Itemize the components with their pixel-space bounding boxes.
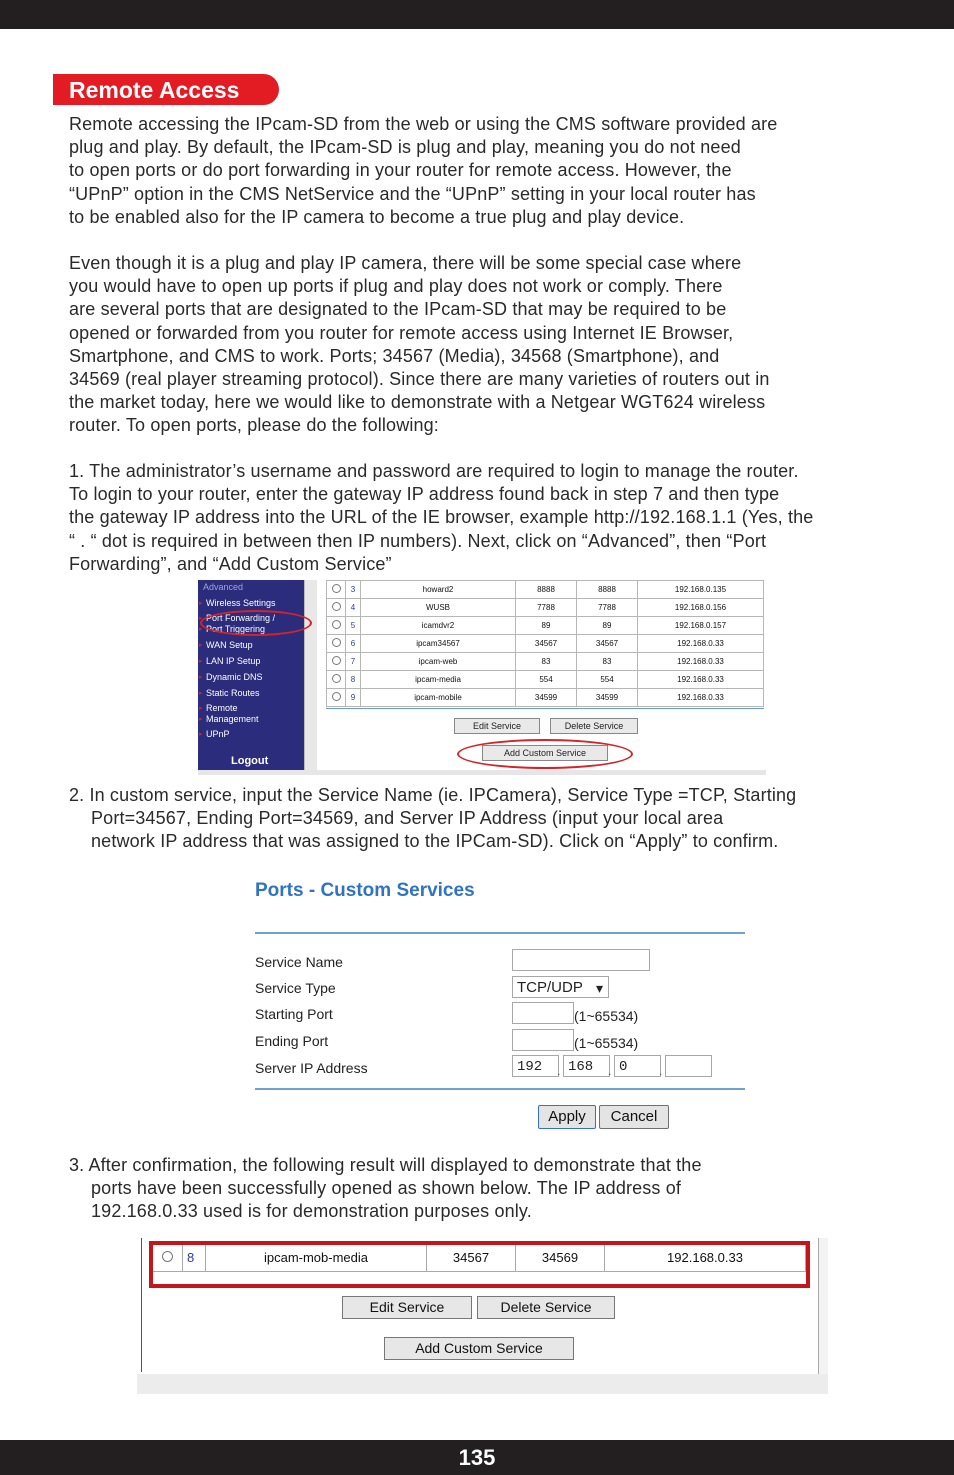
top-bar xyxy=(0,0,954,29)
text-line: plug and play. By default, the IPcam-SD is plug and play, meaning you do not need xyxy=(69,137,741,158)
text-line: Smartphone, and CMS to work. Ports; 34567 (Media), 34568 (Smartphone), and xyxy=(69,345,720,366)
ip-octet-2-input[interactable]: 168 xyxy=(563,1055,610,1077)
start-port: 83 xyxy=(516,653,577,671)
service-name: ipcam-mob-media xyxy=(206,1243,427,1272)
edit-service-button[interactable]: Edit Service xyxy=(342,1296,472,1319)
sidebar-item-port-triggering[interactable]: ▸ Port Triggering xyxy=(206,624,265,635)
row-index: 4 xyxy=(346,599,361,617)
server-ip: 192.168.0.33 xyxy=(638,635,764,653)
ip-separator: . xyxy=(608,1064,612,1078)
text-line: to be enabled also for the IP camera to become a true plug and play device. xyxy=(69,206,685,227)
text-line: network IP address that was assigned to the IPCam-SD). Click on “Apply” to confirm. xyxy=(91,831,779,852)
server-ip: 192.168.0.33 xyxy=(605,1243,806,1272)
apply-button[interactable]: Apply xyxy=(538,1105,596,1129)
text-line: ports have been successfully opened as shown below. The IP address of xyxy=(91,1178,682,1199)
service-type-select[interactable] xyxy=(512,976,609,998)
row-index: 9 xyxy=(346,689,361,707)
end-port: 34567 xyxy=(577,635,638,653)
text-line: “UPnP” option in the CMS NetService and the “UPnP” setting in your local router has xyxy=(69,183,756,204)
text-line: Port=34567, Ending Port=34569, and Server IP Address (input your local area xyxy=(91,808,724,829)
delete-service-button[interactable]: Delete Service xyxy=(550,718,638,734)
service-name: ipcam-media xyxy=(361,671,516,689)
highlight-box xyxy=(149,1241,810,1288)
edit-service-button[interactable]: Edit Service xyxy=(454,718,540,734)
form-title: Ports - Custom Services xyxy=(255,880,475,901)
server-ip: 192.168.0.157 xyxy=(638,617,764,635)
row-index: 8 xyxy=(346,671,361,689)
end-port: 34599 xyxy=(577,689,638,707)
radio-icon[interactable] xyxy=(332,584,341,593)
start-port: 34567 xyxy=(516,635,577,653)
sidebar-scrollbar[interactable] xyxy=(304,580,317,770)
service-name: WUSB xyxy=(361,599,516,617)
text-line: Even though it is a plug and play IP camera, there will be some special case where xyxy=(69,253,742,273)
text-line: “ . “ dot is required in between then IP numbers). Next, click on “Advanced”, then “Port xyxy=(69,530,767,551)
text-line: to open ports or do port forwarding in your router for remote access. However, the xyxy=(69,160,732,181)
add-custom-service-button[interactable]: Add Custom Service xyxy=(482,745,608,761)
window-bottom-bar xyxy=(137,1374,828,1394)
text-line: you would have to open up ports if plug and play does not work or comply. There xyxy=(69,276,723,297)
table-row[interactable] xyxy=(327,617,764,635)
cancel-button[interactable]: Cancel xyxy=(599,1105,669,1129)
server-ip-label: Server IP Address xyxy=(255,1060,368,1076)
intro-paragraph xyxy=(69,113,929,229)
text-line: the market today, here we would like to demonstrate with a Netgear WGT624 wireless xyxy=(69,392,766,413)
table-row[interactable] xyxy=(327,653,764,671)
sidebar-heading: Advanced xyxy=(203,582,244,592)
router-screenshot xyxy=(198,580,766,775)
highlight-oval xyxy=(457,739,633,769)
service-name: ipcam-mobile xyxy=(361,689,516,707)
end-port: 34569 xyxy=(516,1243,605,1272)
sidebar-item-remote[interactable]: ▸ Remote xyxy=(206,703,238,714)
text-line: Forwarding”, and “Add Custom Service” xyxy=(69,553,392,574)
text-line: Remote accessing the IPcam-SD from the web or using the CMS software provided are xyxy=(69,114,778,134)
start-port: 8888 xyxy=(516,581,577,599)
row-index: 7 xyxy=(346,653,361,671)
ip-octet-1-input[interactable]: 192 xyxy=(512,1055,559,1077)
divider xyxy=(326,708,764,709)
scrollbar[interactable] xyxy=(818,1238,828,1374)
table-row[interactable] xyxy=(327,689,764,707)
service-type-value: TCP/UDP xyxy=(517,979,583,996)
ip-separator: . xyxy=(659,1064,663,1078)
text-line: router. To open ports, please do the following: xyxy=(69,415,439,436)
port-range-hint: (1~65534) xyxy=(574,1035,639,1051)
sidebar-item-port-forwarding[interactable]: ▸ Port Forwarding / xyxy=(206,613,275,624)
ip-octet-4-input[interactable] xyxy=(665,1055,712,1077)
service-name: howard2 xyxy=(361,581,516,599)
service-name-label: Service Name xyxy=(255,954,343,970)
server-ip: 192.168.0.33 xyxy=(638,671,764,689)
scroll-track xyxy=(198,770,766,775)
sidebar-item-ddns[interactable]: ▸ Dynamic DNS xyxy=(206,672,263,683)
row-index: 3 xyxy=(346,581,361,599)
radio-icon[interactable] xyxy=(332,620,341,629)
text-line: 3. After confirmation, the following result will displayed to demonstrate that the xyxy=(69,1155,702,1175)
ending-port-label: Ending Port xyxy=(255,1033,329,1049)
server-ip: 192.168.0.33 xyxy=(638,689,764,707)
end-port: 7788 xyxy=(577,599,638,617)
service-name-input[interactable] xyxy=(512,949,650,971)
text-line: 34569 (real player streaming protocol). Since there are many varieties of routers out in xyxy=(69,369,770,390)
delete-service-button[interactable]: Delete Service xyxy=(477,1296,615,1319)
table-row[interactable] xyxy=(327,599,764,617)
table-row[interactable] xyxy=(327,671,764,689)
start-port: 89 xyxy=(516,617,577,635)
radio-icon[interactable] xyxy=(332,674,341,683)
row-index: 6 xyxy=(346,635,361,653)
end-port: 89 xyxy=(577,617,638,635)
table-row[interactable] xyxy=(327,635,764,653)
add-custom-service-button[interactable]: Add Custom Service xyxy=(384,1337,574,1360)
end-port: 8888 xyxy=(577,581,638,599)
sidebar-item-static-routes[interactable]: ▸ Static Routes xyxy=(206,688,260,699)
service-name: ipcam34567 xyxy=(361,635,516,653)
end-port: 554 xyxy=(577,671,638,689)
server-ip: 192.168.0.33 xyxy=(638,653,764,671)
sidebar-item-wireless[interactable]: ▸ Wireless Settings xyxy=(206,598,276,609)
text-line: 192.168.0.33 used is for demonstration purposes only. xyxy=(91,1201,532,1222)
service-type-label: Service Type xyxy=(255,980,336,996)
table-row[interactable] xyxy=(327,581,764,599)
radio-icon[interactable] xyxy=(332,656,341,665)
ip-separator: . xyxy=(557,1064,561,1078)
step1-paragraph xyxy=(69,460,929,576)
server-ip: 192.168.0.135 xyxy=(638,581,764,599)
sidebar-item-management[interactable]: ▸ Management xyxy=(206,714,259,725)
sidebar-item-lan[interactable]: ▸ LAN IP Setup xyxy=(206,656,260,667)
text-line: the gateway IP address into the URL of the IE browser, example http://192.168.1.1 (Yes, the xyxy=(69,507,814,528)
service-name: icamdvr2 xyxy=(361,617,516,635)
start-port: 7788 xyxy=(516,599,577,617)
section-title: Remote Access xyxy=(53,74,279,105)
step2-paragraph xyxy=(69,784,929,854)
radio-icon[interactable] xyxy=(332,638,341,647)
service-name: ipcam-web xyxy=(361,653,516,671)
sidebar-item-wan[interactable]: ▸ WAN Setup xyxy=(206,640,253,651)
ip-octet-3-input[interactable]: 0 xyxy=(614,1055,661,1077)
frame-edge xyxy=(141,1238,142,1372)
logout-link[interactable]: Logout xyxy=(231,755,269,767)
text-line: 2. In custom service, input the Service Name (ie. IPCamera), Service Type =TCP, Starting xyxy=(69,785,797,805)
starting-port-input[interactable] xyxy=(512,1002,574,1024)
divider xyxy=(255,932,745,934)
step3-paragraph xyxy=(69,1154,929,1224)
row-index: 8 xyxy=(183,1243,206,1272)
ending-port-input[interactable] xyxy=(512,1029,574,1051)
radio-icon[interactable] xyxy=(332,692,341,701)
radio-icon[interactable] xyxy=(332,602,341,611)
text-line: To login to your router, enter the gateway IP address found back in step 7 and then type xyxy=(69,484,780,505)
highlight-oval xyxy=(200,610,312,636)
text-line: are several ports that are designated to the IPcam-SD that may be required to be xyxy=(69,299,727,320)
ports-paragraph xyxy=(69,252,929,438)
port-range-hint: (1~65534) xyxy=(574,1008,639,1024)
start-port: 554 xyxy=(516,671,577,689)
sidebar-item-upnp[interactable]: ▸ UPnP xyxy=(206,729,230,740)
server-ip: 192.168.0.156 xyxy=(638,599,764,617)
starting-port-label: Starting Port xyxy=(255,1006,333,1022)
start-port: 34599 xyxy=(516,689,577,707)
text-line: 1. The administrator’s username and password are required to login to manage the router. xyxy=(69,461,799,481)
divider xyxy=(255,1088,745,1090)
end-port: 83 xyxy=(577,653,638,671)
row-index: 5 xyxy=(346,617,361,635)
page-number: 135 xyxy=(0,1440,954,1475)
text-line: opened or forwarded from you router for remote access using Internet IE Browser, xyxy=(69,322,734,343)
services-table xyxy=(326,580,764,707)
start-port: 34567 xyxy=(427,1243,516,1272)
